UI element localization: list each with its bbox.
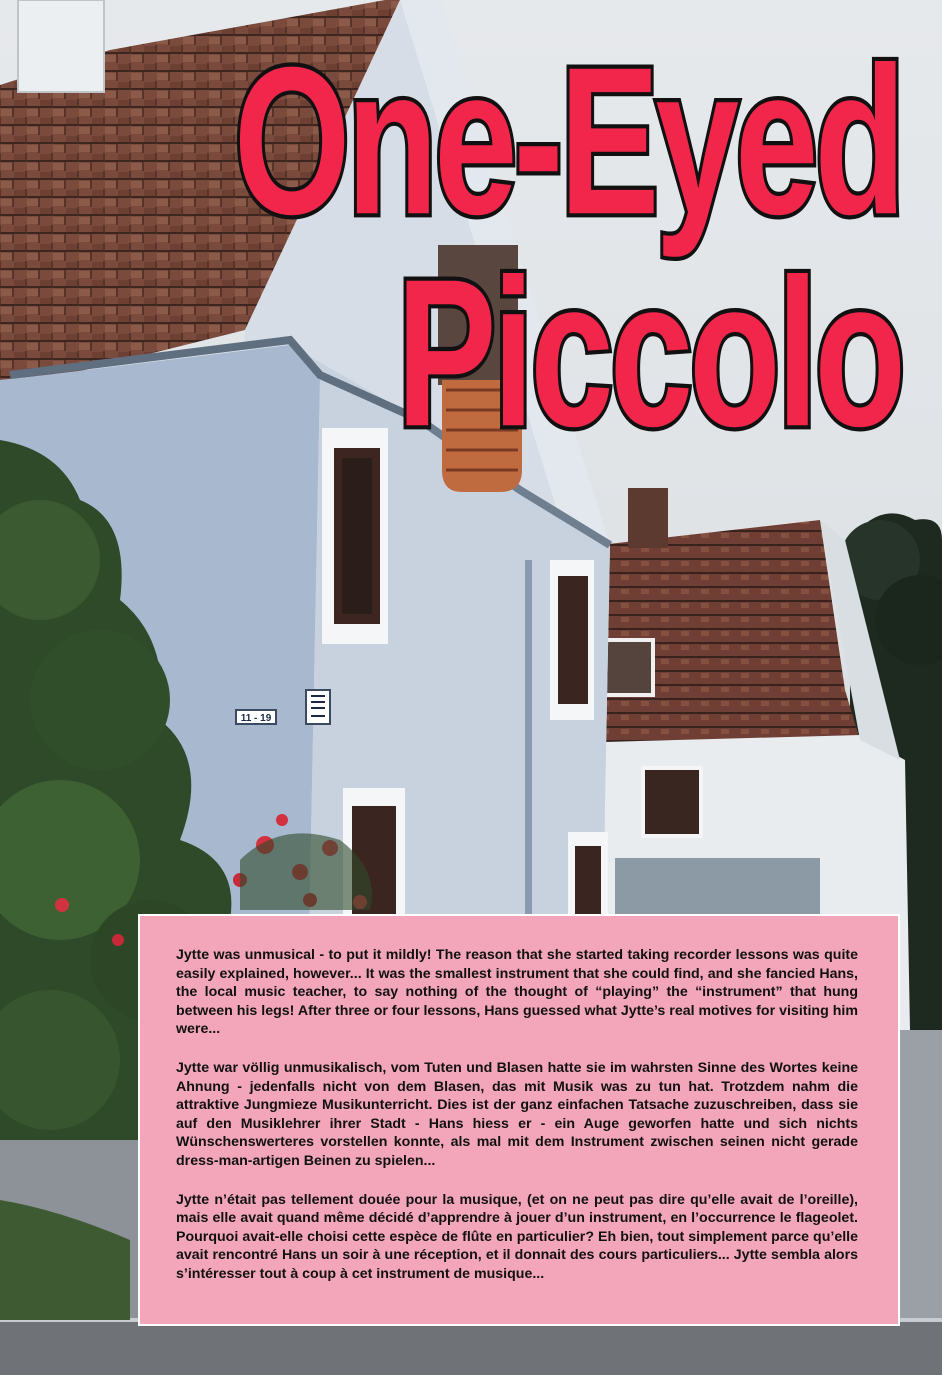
- paragraph-german: Jytte war völlig unmusikalisch, vom Tuten und Blasen hatte sie im wahrsten Sinne des Wortes keine Ahnung - jedenfalls nicht von dem Blasen, das mit Musik was zu tun hat. Trotzdem nahm die attraktive Jungmieze Musikunterricht. Dies ist der ganz einfachen Tatsache zuzuschreiben, dass sie auf den Musiklehrer ihrer Stadt - Hans hiess er - ein Auge geworfen hatte und sich nichts Wünschenswerteres vorstellen konnte, als mal mit dem Instrument zwischen seinen nicht gerade dress-man-artigen Beinen zu spielen...: [176, 1059, 858, 1169]
- house-number-sign: 11 - 19: [240, 713, 272, 724]
- window-upper: [342, 458, 372, 614]
- title-line-1: One-Eyed: [233, 22, 902, 258]
- street: [0, 1322, 942, 1375]
- main-house-chimney: [18, 0, 104, 92]
- paragraph-french: Jytte n’était pas tellement douée pour la musique, (et on ne peut pas dire qu’elle avait de l’oreille), mais elle avait quand même décidé d’apprendre à jouer d’un instrument, en l’occurrence le flageolet. Pourquoi avait-elle choisi cette espèce de flûte en particulier? Eh bien, tout simplement parce qu’elle avait rencontré Hans un soir à une réception, et il donnait des cours particuliers... Jytte sembla alors s’intéresser tout à coup à cet instrument de musique...: [176, 1191, 858, 1282]
- title-line-2: Piccolo: [396, 234, 902, 470]
- paragraph-english: Jytte was unmusical - to put it mildly! The reason that she started taking recorder lessons was quite easily explained, however... It was the smallest instrument that she could find, and she fancied Hans, the local music teacher, to say nothing of the thought of “playing” the “instrument” that hung between his legs! After three or four lessons, Hans guessed what Jytte’s real motives for visiting him were...: [176, 947, 858, 1038]
- back-house-chimney: [628, 488, 668, 548]
- story-text-panel: [138, 914, 900, 1326]
- back-house-roof: [600, 520, 860, 745]
